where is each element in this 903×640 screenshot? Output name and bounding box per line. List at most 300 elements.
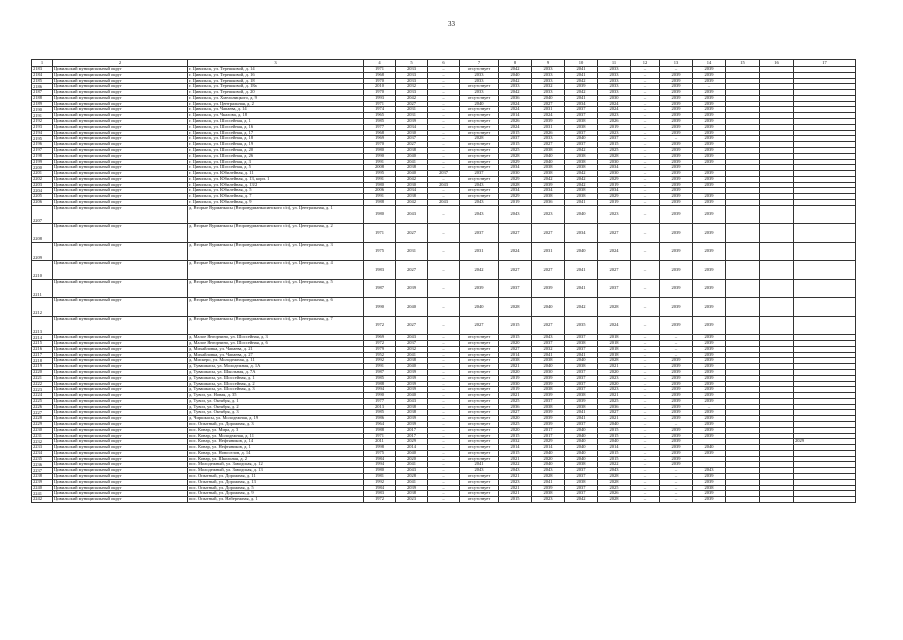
cell-col-8: 2015 [499,433,532,439]
cell-col-8: 2014 [499,352,532,358]
cell-col-7: отсутствует [460,113,499,119]
cell-col-9: 2023 [532,205,565,224]
cell-col-6: – [428,113,460,119]
cell-col-9: 2033 [532,72,565,78]
cell-col-8: 2037 [499,279,532,298]
cell-col-4: 1991 [364,176,396,182]
cell-row-number: 2219 [32,364,53,370]
cell-col-7: отсутствует [460,433,499,439]
cell-municipality: Цивильский муниципальный округ [53,316,188,335]
cell-col-12: – [631,194,660,200]
cell-col-14: 2039 [693,433,726,439]
cell-col-5: 2027 [396,101,428,107]
cell-col-9: 2027 [532,142,565,148]
cell-col-12: – [631,479,660,485]
cell-col-7: отсутствует [460,124,499,130]
cell-col-10: 2038 [565,364,598,370]
cell-col-5: 2043 [396,335,428,341]
cell-col-14: 2039 [693,78,726,84]
cell-address: г. Цивильск, ул. Шоссейная, д. 16 [188,124,364,130]
cell-col-8: 2028 [499,153,532,159]
cell-col-10: 2034 [565,224,598,243]
header-cell-11: 11 [598,60,631,67]
cell-col-11: 2023 [598,113,631,119]
cell-col-9: 2038 [532,194,565,200]
cell-col-5: 2032 [396,346,428,352]
cell-col-9: 2027 [532,261,565,280]
cell-col-14: 2039 [693,159,726,165]
cell-col-6: – [428,346,460,352]
cell-municipality: Цивильский муниципальный округ [53,474,188,480]
cell-col-13: 2039 [660,261,693,280]
cell-col-4: 1980 [364,182,396,188]
cell-municipality: Цивильский муниципальный округ [53,107,188,113]
cell-address: д. Вторые Вурманкасы (Второвурманкасинского с/п), ул. Центральная, д. 1 [188,205,364,224]
cell-col-6: – [428,439,460,445]
cell-col-4: 1994 [364,462,396,468]
cell-col-11: 2019 [598,182,631,188]
cell-col-8: 2024 [499,107,532,113]
cell-col-4: 1965 [364,113,396,119]
header-cell-2: 2 [53,60,188,67]
cell-col-14: 2039 [693,72,726,78]
cell-col-12: – [631,497,660,503]
cell-col-12: – [631,171,660,177]
cell-col-13: 2039 [660,72,693,78]
cell-col-15 [726,316,760,335]
cell-col-6: – [428,84,460,90]
cell-col-8: 2015 [499,316,532,335]
cell-col-12: – [631,316,660,335]
cell-col-8: 2038 [499,358,532,364]
cell-col-6: – [428,456,460,462]
cell-col-4: 1974 [364,107,396,113]
cell-col-13: 2039 [660,316,693,335]
cell-col-4: 1990 [364,298,396,317]
cell-col-13: 2039 [660,358,693,364]
cell-col-7: отсутствует [460,159,499,165]
cell-address: д. Тувашкасы, ул. Шоссейная, д. 3 [188,387,364,393]
cell-municipality: Цивильский муниципальный округ [53,398,188,404]
cell-col-14: 2039 [693,352,726,358]
cell-col-10: 2042 [565,147,598,153]
cell-col-6: – [428,416,460,422]
cell-col-10: 2037 [565,346,598,352]
cell-col-6: – [428,468,460,474]
cell-col-6: – [428,474,460,480]
cell-col-10: 2038 [565,188,598,194]
cell-row-number: 2222 [32,381,53,387]
cell-col-7: отсутствует [460,335,499,341]
cell-row-number: 2183 [32,67,53,73]
cell-col-12: – [631,450,660,456]
cell-col-8: 2015 [499,130,532,136]
cell-col-12: – [631,352,660,358]
cell-col-14: 2039 [693,364,726,370]
cell-col-10: 2039 [565,398,598,404]
cell-col-14: 2039 [693,375,726,381]
cell-col-11: 2028 [598,298,631,317]
cell-row-number: 2240 [32,485,53,491]
cell-col-14: 2039 [693,113,726,119]
cell-col-5: 2031 [396,107,428,113]
cell-col-10: 2038 [565,159,598,165]
cell-address: д. Михайловка, ул. Чапаева, д. 21 [188,346,364,352]
cell-row-number: 2241 [32,491,53,497]
cell-col-10: 2037 [565,421,598,427]
cell-col-6: – [428,119,460,125]
cell-col-10: 2042 [565,298,598,317]
cell-col-7: отсутствует [460,107,499,113]
cell-col-12: – [631,393,660,399]
cell-col-14: 2039 [693,316,726,335]
table-row [32,261,856,280]
cell-col-11: 2015 [598,450,631,456]
cell-col-5: 2038 [396,491,428,497]
cell-col-4: 1993 [364,95,396,101]
cell-col-8: 2014 [499,445,532,451]
cell-col-5: 2042 [396,199,428,205]
cell-col-16 [760,205,794,224]
cell-municipality: Цивильский муниципальный округ [53,136,188,142]
cell-col-9: 2029 [532,439,565,445]
cell-municipality: Цивильский муниципальный округ [53,159,188,165]
cell-col-9: 2033 [532,90,565,96]
cell-col-5: 2043 [396,398,428,404]
cell-col-12: – [631,205,660,224]
cell-municipality: Цивильский муниципальный округ [53,450,188,456]
cell-col-6: – [428,316,460,335]
cell-col-11: 2026 [598,491,631,497]
cell-col-14: 2039 [693,416,726,422]
cell-col-14: 2039 [693,176,726,182]
cell-col-9: 2024 [532,113,565,119]
cell-col-13: 2039 [660,433,693,439]
cell-col-10: 2037 [565,142,598,148]
cell-col-6: – [428,165,460,171]
cell-col-14: 2039 [693,242,726,261]
cell-col-14: 2039 [693,153,726,159]
cell-municipality: Цивильский муниципальный округ [53,497,188,503]
cell-col-13: 2039 [660,142,693,148]
cell-col-8: 2029 [499,159,532,165]
cell-col-10: 2034 [565,101,598,107]
cell-col-7: отсутствует [460,479,499,485]
cell-col-7: 2043 [460,182,499,188]
cell-address: пос. Опытный, ул. Набережная, д. 1 [188,497,364,503]
cell-col-4: 1995 [364,171,396,177]
cell-col-7: отсутствует [460,364,499,370]
cell-row-number: 2210 [32,261,53,280]
cell-col-13: – [660,468,693,474]
cell-col-14: 2039 [693,479,726,485]
cell-col-11: 2033 [598,72,631,78]
cell-col-5: 2038 [396,147,428,153]
cell-col-14: 2039 [693,491,726,497]
cell-col-13: 2039 [660,107,693,113]
cell-col-17 [794,497,856,503]
cell-col-4: 1984 [364,456,396,462]
cell-col-5: 2032 [396,84,428,90]
cell-col-7: 2031 [460,242,499,261]
cell-municipality: Цивильский муниципальный округ [53,410,188,416]
cell-col-8: 2029 [499,176,532,182]
cell-col-6: – [428,393,460,399]
cell-col-6: – [428,130,460,136]
cell-address: д. Тувси, ул. Октября, д. 3 [188,410,364,416]
cell-col-8: 2027 [499,224,532,243]
cell-municipality: Цивильский муниципальный округ [53,171,188,177]
cell-col-9: 2039 [532,375,565,381]
cell-col-6: – [428,335,460,341]
cell-col-8: 2020 [499,369,532,375]
cell-col-12: – [631,84,660,90]
cell-col-13: 2039 [660,130,693,136]
cell-col-7: 2039 [460,279,499,298]
cell-col-11: 2025 [598,485,631,491]
cell-row-number: 2212 [32,298,53,317]
cell-col-12: – [631,279,660,298]
cell-col-11: 2040 [598,421,631,427]
cell-col-4: 1984 [364,485,396,491]
cell-col-9: 2037 [532,398,565,404]
cell-col-4: 1990 [364,393,396,399]
cell-col-6: – [428,136,460,142]
cell-municipality: Цивильский муниципальный округ [53,95,188,101]
cell-address: д. Тувашкасы, ул. Шоссейная, д. 1 [188,375,364,381]
cell-col-14: 2039 [693,205,726,224]
cell-col-14: 2039 [693,369,726,375]
cell-municipality: Цивильский муниципальный округ [53,445,188,451]
cell-col-11: 2024 [598,101,631,107]
cell-col-9: 2040 [532,95,565,101]
cell-col-13: 2039 [660,171,693,177]
cell-col-11: 2014 [598,445,631,451]
cell-col-12: – [631,387,660,393]
cell-col-11: 2018 [598,346,631,352]
cell-col-6: – [428,142,460,148]
cell-col-9: 2014 [532,445,565,451]
cell-col-8: 2036 [499,95,532,101]
cell-col-10: 2040 [565,450,598,456]
cell-col-12: – [631,113,660,119]
cell-row-number: 2235 [32,456,53,462]
cell-col-9: 2027 [532,316,565,335]
cell-col-8: 2021 [499,485,532,491]
cell-col-13: – [660,67,693,73]
cell-col-10: 2037 [565,381,598,387]
cell-col-11: 2024 [598,242,631,261]
cell-col-13: 2039 [660,124,693,130]
cell-col-6: – [428,364,460,370]
cell-row-number: 2197 [32,147,53,153]
cell-col-6: – [428,410,460,416]
cell-col-15 [726,224,760,243]
cell-col-9: 2039 [532,279,565,298]
cell-col-11: 2029 [598,194,631,200]
cell-col-11: 2027 [598,261,631,280]
cell-col-12: – [631,341,660,347]
cell-col-12: – [631,404,660,410]
cell-municipality: Цивильский муниципальный округ [53,369,188,375]
cell-col-7: 2033 [460,90,499,96]
cell-col-6: – [428,479,460,485]
cell-col-13: – [660,485,693,491]
cell-col-14: 2039 [693,427,726,433]
cell-col-15 [726,242,760,261]
cell-col-5: 2039 [396,416,428,422]
cell-address: г. Цивильск, ул. Терешковой, д. 18 [188,78,364,84]
cell-col-11: 2040 [598,439,631,445]
cell-col-12: – [631,78,660,84]
cell-address: г. Цивильск, ул. Центральная, д. 2 [188,101,364,107]
cell-col-13: 2039 [660,199,693,205]
cell-col-4: 1983 [364,491,396,497]
cell-col-11: 2024 [598,316,631,335]
cell-col-8: 2015 [499,497,532,503]
cell-col-5: 2040 [396,364,428,370]
cell-col-10: 2040 [565,433,598,439]
cell-col-4: 2006 [364,188,396,194]
cell-col-13: 2039 [660,242,693,261]
cell-col-15 [726,279,760,298]
cell-col-13: 2039 [660,101,693,107]
cell-municipality: Цивильский муниципальный округ [53,491,188,497]
cell-col-4: 1971 [364,101,396,107]
cell-col-4: 1971 [364,67,396,73]
cell-col-9: 2043 [532,335,565,341]
cell-col-8: 2030 [499,381,532,387]
cell-col-12: – [631,224,660,243]
cell-col-12: – [631,176,660,182]
cell-col-6: – [428,124,460,130]
cell-address: пос. Молодежный, ул. Заводская, д. 12 [188,462,364,468]
header-cell-17: 17 [794,60,856,67]
cell-col-4: 1994 [364,387,396,393]
cell-col-10: 2042 [565,90,598,96]
cell-row-number: 2193 [32,124,53,130]
cell-col-8: 2020 [499,427,532,433]
cell-col-11: 2023 [598,387,631,393]
cell-col-5: 2033 [396,78,428,84]
cell-col-13: 2039 [660,298,693,317]
cell-col-5: 2020 [396,456,428,462]
cell-row-number: 2202 [32,176,53,182]
cell-col-13: 2039 [660,194,693,200]
cell-col-5: 2040 [396,450,428,456]
cell-col-4: 1988 [364,381,396,387]
table-row [32,242,856,261]
cell-col-9: 2032 [532,346,565,352]
cell-row-number: 2199 [32,159,53,165]
cell-col-4: 1971 [364,224,396,243]
cell-col-5: 2031 [396,242,428,261]
cell-col-11: 2015 [598,427,631,433]
cell-col-5: 2037 [396,136,428,142]
cell-municipality: Цивильский муниципальный округ [53,78,188,84]
cell-col-8: 2024 [499,101,532,107]
cell-col-7: отсутствует [460,427,499,433]
cell-col-12: – [631,165,660,171]
cell-col-11: 2023 [598,375,631,381]
cell-col-12: – [631,90,660,96]
cell-col-13: 2039 [660,439,693,445]
cell-municipality: Цивильский муниципальный округ [53,153,188,159]
cell-col-7: отсутствует [460,439,499,445]
cell-col-12: – [631,142,660,148]
cell-col-7: отсутствует [460,450,499,456]
cell-col-17 [794,242,856,261]
cell-col-8: 2042 [499,90,532,96]
cell-col-8: 2033 [499,84,532,90]
cell-col-7: отсутствует [460,153,499,159]
cell-col-12: – [631,199,660,205]
cell-col-13: – [660,346,693,352]
cell-col-7: отсутствует [460,410,499,416]
cell-row-number: 2208 [32,224,53,243]
cell-row-number: 2237 [32,468,53,474]
cell-col-8: 2034 [499,165,532,171]
cell-col-12: – [631,462,660,468]
cell-col-12: – [631,439,660,445]
cell-col-10: 2038 [565,404,598,410]
cell-col-10: 2038 [565,124,598,130]
cell-col-8: 2015 [499,335,532,341]
table-row [32,224,856,243]
cell-row-number: 2216 [32,346,53,352]
cell-col-11: 2019 [598,199,631,205]
cell-col-12: – [631,119,660,125]
cell-address: г. Цивильск, ул. Чапаева, д. 14 [188,107,364,113]
cell-col-6: 2043 [428,199,460,205]
header-cell-16: 16 [760,60,794,67]
cell-col-7: отсутствует [460,352,499,358]
header-cell-9: 9 [532,60,565,67]
cell-col-7: 2041 [460,462,499,468]
cell-col-6: – [428,101,460,107]
cell-col-4: 1972 [364,316,396,335]
cell-col-5: 2042 [396,95,428,101]
cell-address: пос. Опытный, ул. Дорожная, д. 3 [188,421,364,427]
cell-col-6: – [428,445,460,451]
cell-col-5: 2039 [396,381,428,387]
table-row [32,316,856,335]
cell-col-7: отсутствует [460,142,499,148]
cell-col-7: отсутствует [460,369,499,375]
cell-address: г. Цивильск, ул. Юбилейная, д. 11 [188,171,364,177]
cell-col-9: 2023 [532,497,565,503]
cell-col-9: 2020 [532,456,565,462]
cell-col-4: 1981 [364,474,396,480]
cell-col-4: 1988 [364,427,396,433]
cell-municipality: Цивильский муниципальный округ [53,90,188,96]
cell-col-11: 2025 [598,147,631,153]
cell-col-13: 2039 [660,205,693,224]
cell-address: пос. Конар, ул. Молодежная, д. 11 [188,433,364,439]
cell-col-5: 2033 [396,67,428,73]
cell-col-10: 2038 [565,165,598,171]
header-cell-13: 13 [660,60,693,67]
cell-col-9: 2036 [532,199,565,205]
header-cell-1: 1 [32,60,53,67]
cell-col-6: – [428,242,460,261]
cell-col-8: 2024 [499,124,532,130]
cell-col-10: 2040 [565,205,598,224]
cell-col-14: 2039 [693,90,726,96]
cell-col-5: 2030 [396,182,428,188]
cell-col-11: 2026 [598,119,631,125]
cell-municipality: Цивильский муниципальный округ [53,364,188,370]
